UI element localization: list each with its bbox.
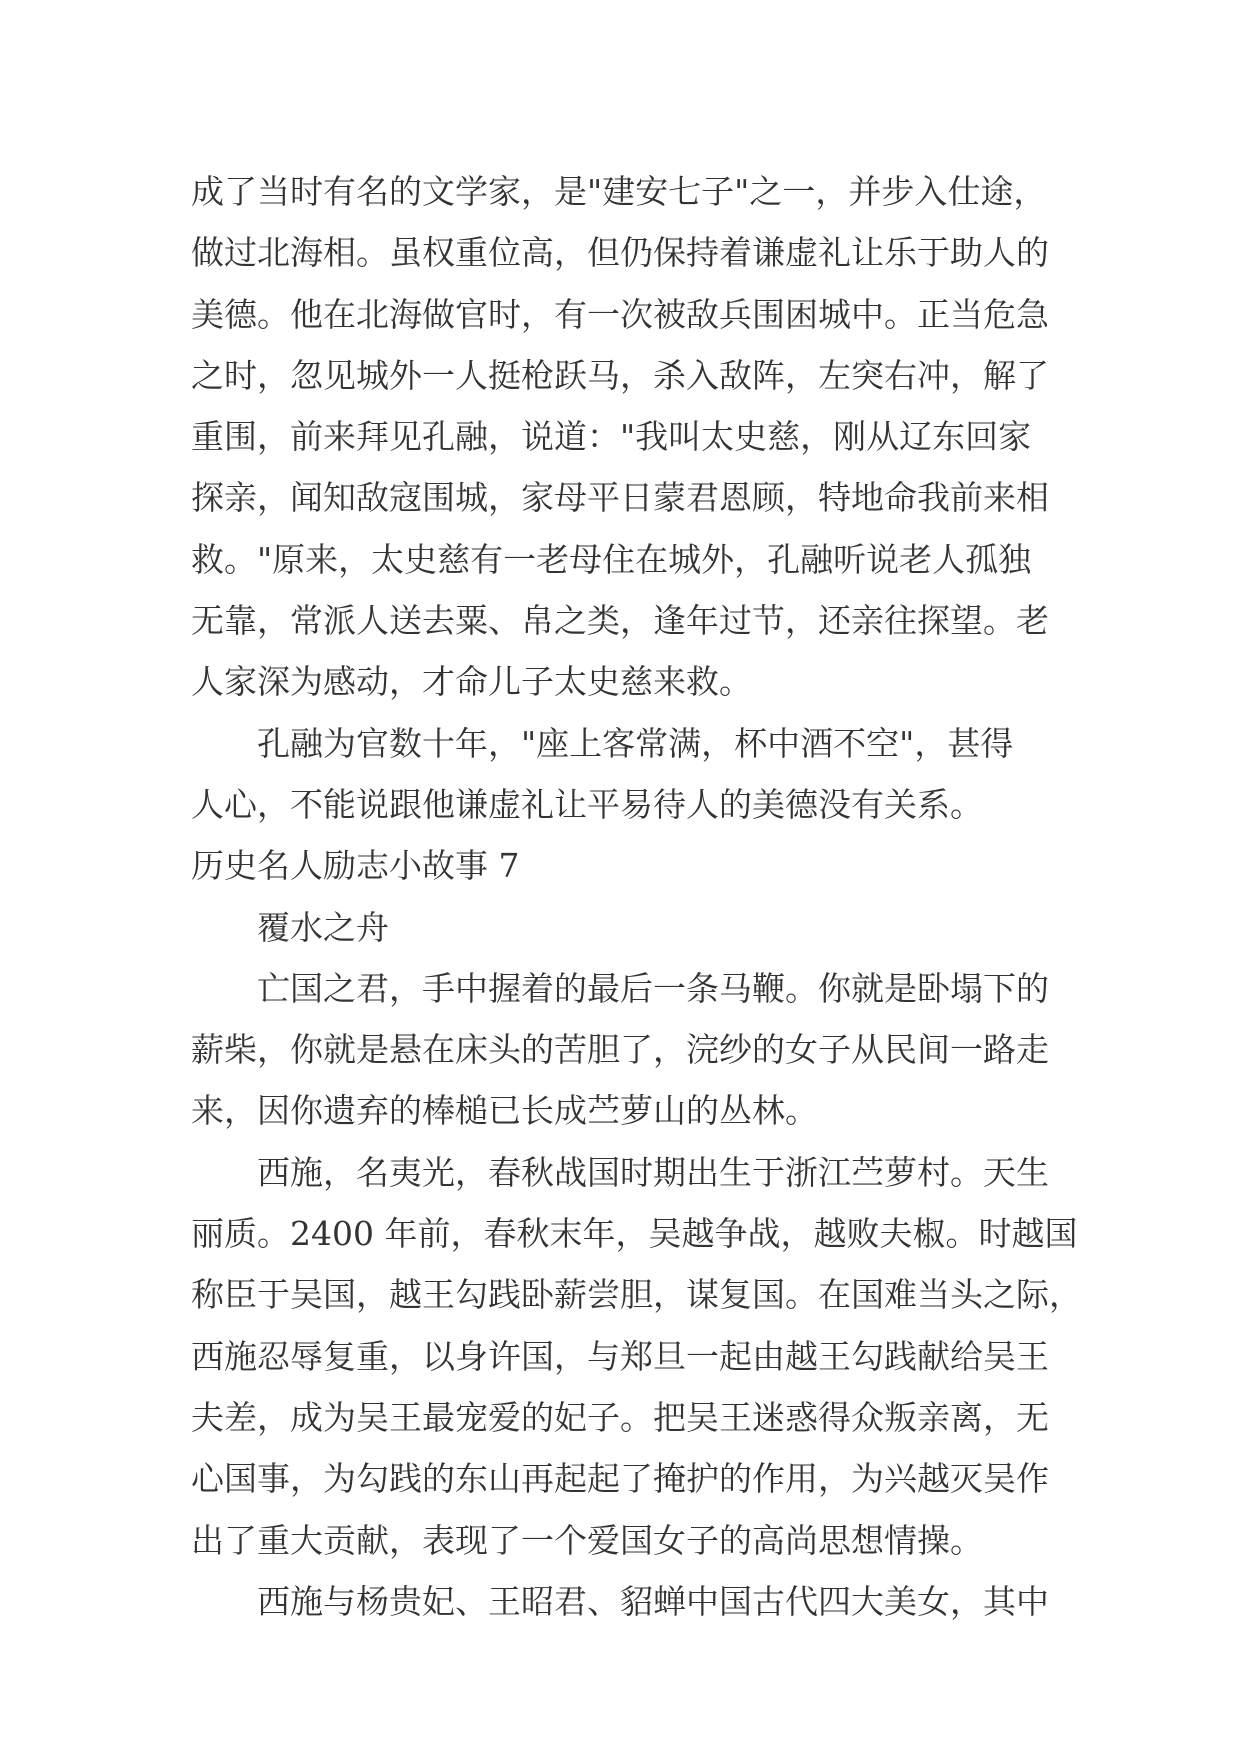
poem-title: 覆水之舟	[257, 907, 389, 947]
text-line: 薪柴，你就是悬在床头的苦胆了，浣纱的女子从民间一路走	[191, 1030, 1049, 1070]
paragraph-first-line: 亡国之君，手中握着的最后一条马鞭。你就是卧塌下的	[257, 968, 1049, 1008]
paragraph-first-line: 西施，名夷光，春秋战国时期出生于浙江苎萝村。天生	[257, 1152, 1049, 1192]
text-line: 之时，忽见城外一人挺枪跃马，杀入敌阵，左突右冲，解了	[191, 355, 1049, 395]
text-line: 美德。他在北海做官时，有一次被敌兵围困城中。正当危急	[191, 294, 1049, 334]
section-heading: 历史名人励志小故事 7	[191, 846, 520, 886]
text-line: 心国事，为勾践的东山再起起了掩护的作用，为兴越灭吴作	[191, 1459, 1049, 1499]
text-line: 救。"原来，太史慈有一老母住在城外，孔融听说老人孤独	[191, 539, 1032, 579]
text-line: 夫差，成为吴王最宠爱的妃子。把吴王迷惑得众叛亲离，无	[191, 1397, 1049, 1437]
text-line: 人心，不能说跟他谦虚礼让平易待人的美德没有关系。	[191, 784, 983, 824]
document-body	[191, 161, 1082, 1632]
text-line: 称臣于吴国，越王勾践卧薪尝胆，谋复国。在国难当头之际，	[191, 1275, 1082, 1315]
text-line: 丽质。2400 年前，春秋末年，吴越争战，越败夫椒。时越国	[191, 1214, 1078, 1254]
paragraph-first-line: 西施与杨贵妃、王昭君、貂蝉中国古代四大美女，其中	[257, 1581, 1049, 1621]
text-line: 出了重大贡献，表现了一个爱国女子的高尚思想情操。	[191, 1520, 983, 1560]
text-line: 重围，前来拜见孔融，说道："我叫太史慈，刚从辽东回家	[191, 417, 1032, 457]
text-line: 人家深为感动，才命儿子太史慈来救。	[191, 662, 752, 702]
text-line: 探亲，闻知敌寇围城，家母平日蒙君恩顾，特地命我前来相	[191, 478, 1049, 518]
text-line: 做过北海相。虽权重位高，但仍保持着谦虚礼让乐于助人的	[191, 233, 1049, 273]
text-line: 西施忍辱复重，以身许国，与郑旦一起由越王勾践献给吴王	[191, 1336, 1049, 1376]
paragraph-first-line: 孔融为官数十年，"座上客常满，杯中酒不空"，甚得	[257, 723, 1014, 763]
text-line: 成了当时有名的文学家，是"建安七子"之一，并步入仕途，	[191, 172, 1047, 211]
text-line: 来，因你遗弃的棒槌已长成苎萝山的丛林。	[191, 1091, 818, 1131]
text-line: 无靠，常派人送去粟、帛之类，逢年过节，还亲往探望。老	[191, 601, 1049, 641]
